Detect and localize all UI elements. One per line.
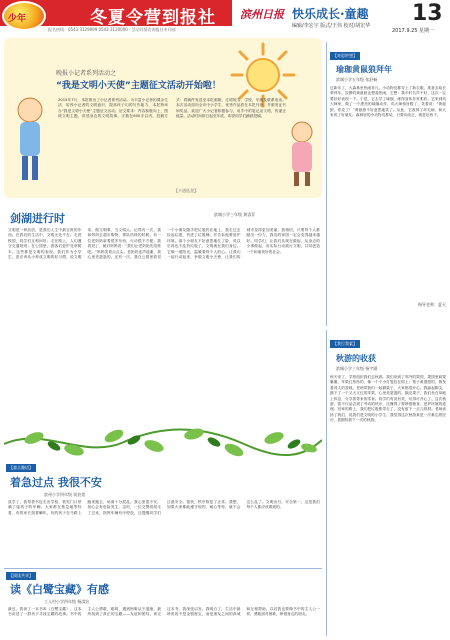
advisor-credit: 指导老师：夏天 <box>418 302 446 307</box>
feature-box <box>4 38 322 198</box>
article-body: 文明是一种品质，是我们人生中最宝贵的东西。在我们的生活中，文明无处不在。走进校园，同学们互相问好；走在路上，人们遵守交通规则；在公园里，游客们爱护花草树木。这些都是文明的表现。我们作为小学生，更应该从小养成文明的好习惯，说文明话，做文明事，当文明人。记得有一次，我和妈妈去超市购物，排队结账的时候，有一位老奶奶拿着很多东西，行动很不方便。我看见了，就对妈妈说：“我们让老奶奶先结账吧。”妈妈笑着点点头。老奶奶连声道谢，我心里美滋滋的。还有一次，我在公园里看见一个小朋友随手把垃圾扔在地上，我走过去捡起垃圾，扔进了垃圾桶，并告诉他要爱护环境。那个小朋友不好意思地红了脸，说以后再也不乱扔垃圾了。文明就在我们身边，它像一缕阳光，温暖着每个人的心。让我们一起行动起来，争做文明小天使，让我们的城市变得更加美丽。我相信，只要每个人都献出一份力，我们的家园一定会变得越来越好。同学们，让我们从现在做起，从身边的小事做起，用实际行动践行文明，共同创造一个和谐美好的社会。 <box>8 228 320 260</box>
logo-text: 少年 <box>8 14 27 24</box>
feature-headline: “我是文明小天使”主题征文活动开始啦！ <box>56 81 221 91</box>
article-title: 秋游的收获 <box>336 353 376 363</box>
article-book-review <box>4 568 322 640</box>
article-jianhu <box>4 204 322 416</box>
article-autumn-trip <box>326 330 446 636</box>
article-author: 滨城小学五年级 张舒畅 <box>336 77 378 82</box>
article-body: 最近，我读了一本书叫《白鹭宝藏》，这本书讲述了一群孩子寻找宝藏的故事。书中的主人公勇敢、聪明，遇到困难从不退缩，最终找到了真正的宝藏——友谊和团结。读完这本书，我深受启发。我明白了，生活中最珍贵的不是金银财宝，而是朋友之间的真诚和互相帮助。以后我也要像书中的主人公一样，勇敢面对困难，珍惜身边的朋友。 <box>8 607 320 617</box>
section-name: 快乐成长·童趣 <box>292 7 369 21</box>
article-body: 过新年了，大森林里热闹非凡。小动物们都穿上了新衣服，准备去给长辈拜年。狡猾的黄鼠狼也想凑热闹，它想：我平时名声不好，这次一定要好好表现一下。于是，它去学了瑜珈，练得身体非常柔软。它来到鸡大婶家，做了一个漂亮的瑜珈动作，鸡大婶惊讶极了，笑着说：“黄鼠狼，你变了！”黄鼠狼不好意思地笑了。从此，它改掉了坏毛病，和大家成了好朋友。森林里的小动物们都说，只要肯改正，就是好孩子。 <box>330 86 446 118</box>
article-body: 秋天来了，学校组织我们去秋游。我们来到了郊外的果园，果园里硕果累累，苹果红彤彤的，像一个个小灯笼挂在树上；梨子黄澄澄的，散发着诱人的香味。老师带我们一起摘果子，大家都很开心。我踮起脚尖，摘下了一个又大又红的苹果，心里美滋滋的。摘完果子，我们坐在草地上休息，分享着带来的零食。同学们有说有笑，玩得可开心了。这次秋游，我不仅品尝到了劳动的快乐，还懂得了要珍惜粮食、爱护环境的道理。回家的路上，我们把垃圾都带走了，没有留下一点儿纸屑。老师表扬了我们，说我们是文明的小学生。我觉得这次秋游真是一次难忘的经历，我期待着下一次的秋游。 <box>330 375 446 423</box>
masthead <box>0 0 450 34</box>
article-title: 瑜珈黄鼠狼拜年 <box>336 64 392 74</box>
cartoon-child-icon <box>284 118 320 188</box>
newspaper-brand: 滨州日报 <box>240 8 284 21</box>
article-author: 工人村小学四年级 杨淇宣 <box>44 599 90 604</box>
banner-subline: 报名热线：0543 3129999 0543 3120000 · 活动详情咨询报社专刊部 <box>48 27 176 32</box>
article-worry <box>4 464 322 564</box>
vine-divider-icon <box>4 416 322 464</box>
issue-date: 2017.9.25 星期一 <box>392 28 435 34</box>
article-title: 着急过点 我很不安 <box>10 476 102 489</box>
section-tag: 【阅读共享】 <box>6 572 36 580</box>
banner-title: 冬夏令营到报社 <box>90 8 216 28</box>
kids-logo-icon <box>2 1 46 31</box>
page-number: 13 <box>412 1 443 26</box>
article-title: 剑湖进行时 <box>10 212 65 225</box>
article-title: 读《白鹭宝藏》有感 <box>10 583 109 596</box>
article-body: 放学了，我背着书包走出学校，看见门口停满了接孩子的车辆。大家都在焦急地等待着，有的家长按着喇叭，有的孩子在马路上跑来跑去，场面十分混乱。我心里很不安，担心会有危险发生。这时，一位交警叔叔走了过来，指挥车辆有序停放，还提醒同学们注意安全。很快，秩序恢复了正常。我想，如果大家都能遵守规则，耐心等待，就不会这么乱了。文明出行，安全第一，这是我们每个人都应该做到的。 <box>8 500 320 515</box>
cartoon-label: 【卡通选登】 <box>174 188 198 193</box>
editor-credits: 编辑/李宏宇 版式/王伟 校对/胡宏华 <box>292 23 371 29</box>
section-tag: 【童言趣语】 <box>6 464 36 472</box>
section-tag: 【奇思妙想】 <box>330 52 360 60</box>
article-author: 滨州小学四年级 侯宸萱 <box>44 492 86 497</box>
feature-body: 2015年7月，本报推出了小记者系列活动。为丰富小记者的课余生活，培养小记者的文明意识，提高孩子们的写作能力，本报特举办“我是文明小天使”主题征文活动。征文要求：内容积极向上，围绕文明主题，讲述身边的文明故事，字数在600字以内。投稿方式：将稿件发送至本报邮箱，注明姓名、学校、年级及联系电话。本次活动面向全市中小学生，优秀作品将在本报刊登，并颁发证书和奖品。欢迎广大小记者积极参与，用手中的笔记录文明，传递正能量。活动时间即日起至年底，希望同学们踊跃投稿。 <box>58 98 286 119</box>
article-author: 滨城小学三年级 杨宇涵 <box>336 366 378 371</box>
feature-kicker: 晚报小记者系列活动之 <box>56 70 117 77</box>
article-weasel <box>326 42 446 326</box>
cartoon-kid-icon <box>10 90 50 186</box>
article-author: 滨城小学三年级 黄睿菲 <box>214 212 256 217</box>
section-tag: 【我行我素】 <box>330 340 360 348</box>
